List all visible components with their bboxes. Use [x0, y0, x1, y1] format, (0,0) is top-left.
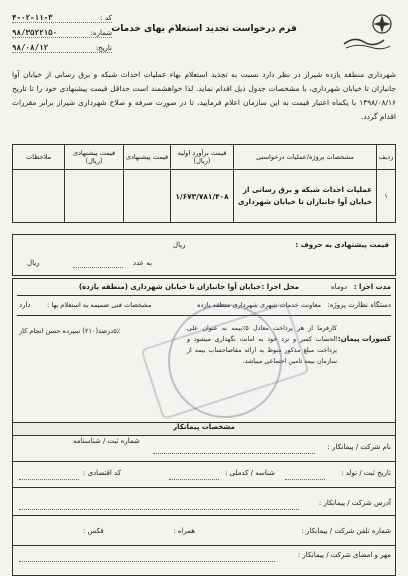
contractor-row — [13, 487, 395, 516]
reg-date-field[interactable] — [285, 479, 325, 480]
location-value: خیابان آوا جانبازان تا خیابان شهرداری (منطقه یازده) — [78, 283, 261, 291]
cell-estimate: ۱/۶۷۳/۷۸۱/۴۰۸ — [171, 170, 234, 223]
guarantee-text: ۵٪درصد(۲۱۰) سپرده حسن انجام کار — [19, 327, 121, 335]
header-unit-price: قیمت پیشنهادی — [124, 145, 171, 170]
duration-label: مدت اجرا : — [353, 283, 391, 291]
supervisor-label: دستگاه نظارت پروژه: — [327, 301, 391, 309]
signature-field[interactable] — [19, 561, 275, 562]
header-proposed: قیمت پیشنهادی (ریال) — [65, 145, 124, 170]
sum-numeric-field[interactable] — [73, 259, 123, 268]
id-label: شناسه / کدملی : — [224, 469, 275, 477]
company-field[interactable] — [153, 453, 315, 454]
sum-numeric-label: به عدد — [133, 259, 152, 267]
sum-words-rial: ریال — [173, 241, 186, 249]
tech-label: مشخصات فنی ضمیمه به استعلام بها : — [47, 301, 152, 309]
number-row — [12, 25, 112, 38]
code-label: کد : — [100, 14, 112, 22]
header-estimate: قیمت برآورد اولیه (ریال) — [171, 145, 234, 170]
header-index: ردیف — [377, 145, 396, 170]
header-description: مشخصات پروژه/عملیات درخواستی — [234, 145, 377, 170]
reg-date-label: تاریخ ثبت / تولد : — [341, 469, 391, 477]
location-label: محل اجرا : — [261, 283, 299, 291]
proposed-sum-box — [12, 234, 396, 276]
contractor-header: مشخصات پیمانکار — [13, 423, 395, 436]
contractor-row — [13, 435, 395, 462]
phone-label: شماره تلفن شرکت / پیمانکار : — [301, 527, 391, 535]
number-value: ۹۸/۳۵۲۲۱۵۰ — [12, 28, 58, 37]
table-header-row — [13, 145, 396, 170]
items-table — [12, 144, 396, 223]
supervisor-value: معاونت خدمات شهری شهرداری منطقه یازده — [197, 301, 321, 309]
contractor-row — [13, 545, 395, 574]
table-row — [13, 170, 396, 223]
economic-field[interactable] — [19, 479, 79, 480]
sum-words-label: قیمت پیشنهادی به حروف : — [295, 241, 389, 249]
address-field[interactable] — [19, 509, 299, 510]
code-row — [12, 10, 112, 23]
deductions-text: کارفرما از هر پرداخت معادل ۵٪بیمه به عنوان علی الحساب کسر و نزد خود به امانت نگهداری میشود و پرداخت مبلغ مذکور منوط به ارائه مفاصاحساب بیمه از سازمان بیمه تامین اجتماعی میباشد. — [187, 325, 337, 365]
deductions-label: کسورات پیمان: — [337, 335, 391, 343]
contractor-row — [13, 461, 395, 488]
document-page — [6, 4, 402, 572]
signature-label: مهر و امضای شرکت / پیمانکار : — [297, 551, 391, 559]
date-label: تاریخ: — [95, 44, 112, 52]
tech-value: دارد — [19, 301, 31, 309]
company-label: نام شرکت / پیمانکار : — [327, 443, 391, 451]
cell-index: ۱ — [377, 170, 396, 223]
document-meta — [12, 10, 112, 55]
intro-paragraph: شهرداری منطقه یازده شیراز در نظر دارد نسبت به تجدید استعلام بهاء عملیات احداث شبکه و برق رسانی از خیابان آوا جانبازان تا خیابان شهرداری، با مشخصات جدول ذیل اقدام نماید. لذا خواهشمند است حداقل قیمت پیشنهادی خود را تا تاریخ ۱۳۹۸/۰۸/۱۶ با یکماه اعتبار قیمت به این سازمان اعلام فرمایید، تا در صورت صرفه و صلاح شهرداری شیراز برابر مقررات اقدام گردد. — [12, 70, 396, 121]
cell-unit-price[interactable] — [124, 170, 171, 223]
date-row — [12, 40, 112, 53]
cell-proposed[interactable] — [65, 170, 124, 223]
id-field[interactable] — [169, 479, 219, 480]
header-notes: ملاحظات — [13, 145, 65, 170]
code-value: ۴-۰۲-۱۱-۳ — [12, 13, 53, 22]
duration-value: دوماه — [330, 283, 347, 291]
mobile-label: همراه : — [173, 527, 195, 535]
cell-description: عملیات احداث شبکه و برق رسانی از خیابان آوا جانبازان تا خیابان شهرداری — [234, 170, 377, 223]
divider — [17, 295, 391, 296]
number-label: شماره: — [90, 29, 112, 37]
page-title: فرم درخواست تجدید استعلام بهای خدمات — [111, 24, 297, 34]
contractor-box — [12, 422, 396, 576]
date-value: ۹۸/۰۸/۱۲ — [12, 43, 49, 52]
address-label: آدرس شرکت / پیمانکار : — [318, 499, 391, 507]
contractor-row — [13, 515, 395, 546]
national-label: شماره ثبت / شناسنامه — [73, 437, 140, 445]
cell-notes[interactable] — [13, 170, 65, 223]
economic-label: کد اقتصادی : — [83, 469, 122, 477]
sum-numeric-rial: ریال — [27, 259, 40, 267]
fax-label: فکس : — [83, 527, 104, 535]
